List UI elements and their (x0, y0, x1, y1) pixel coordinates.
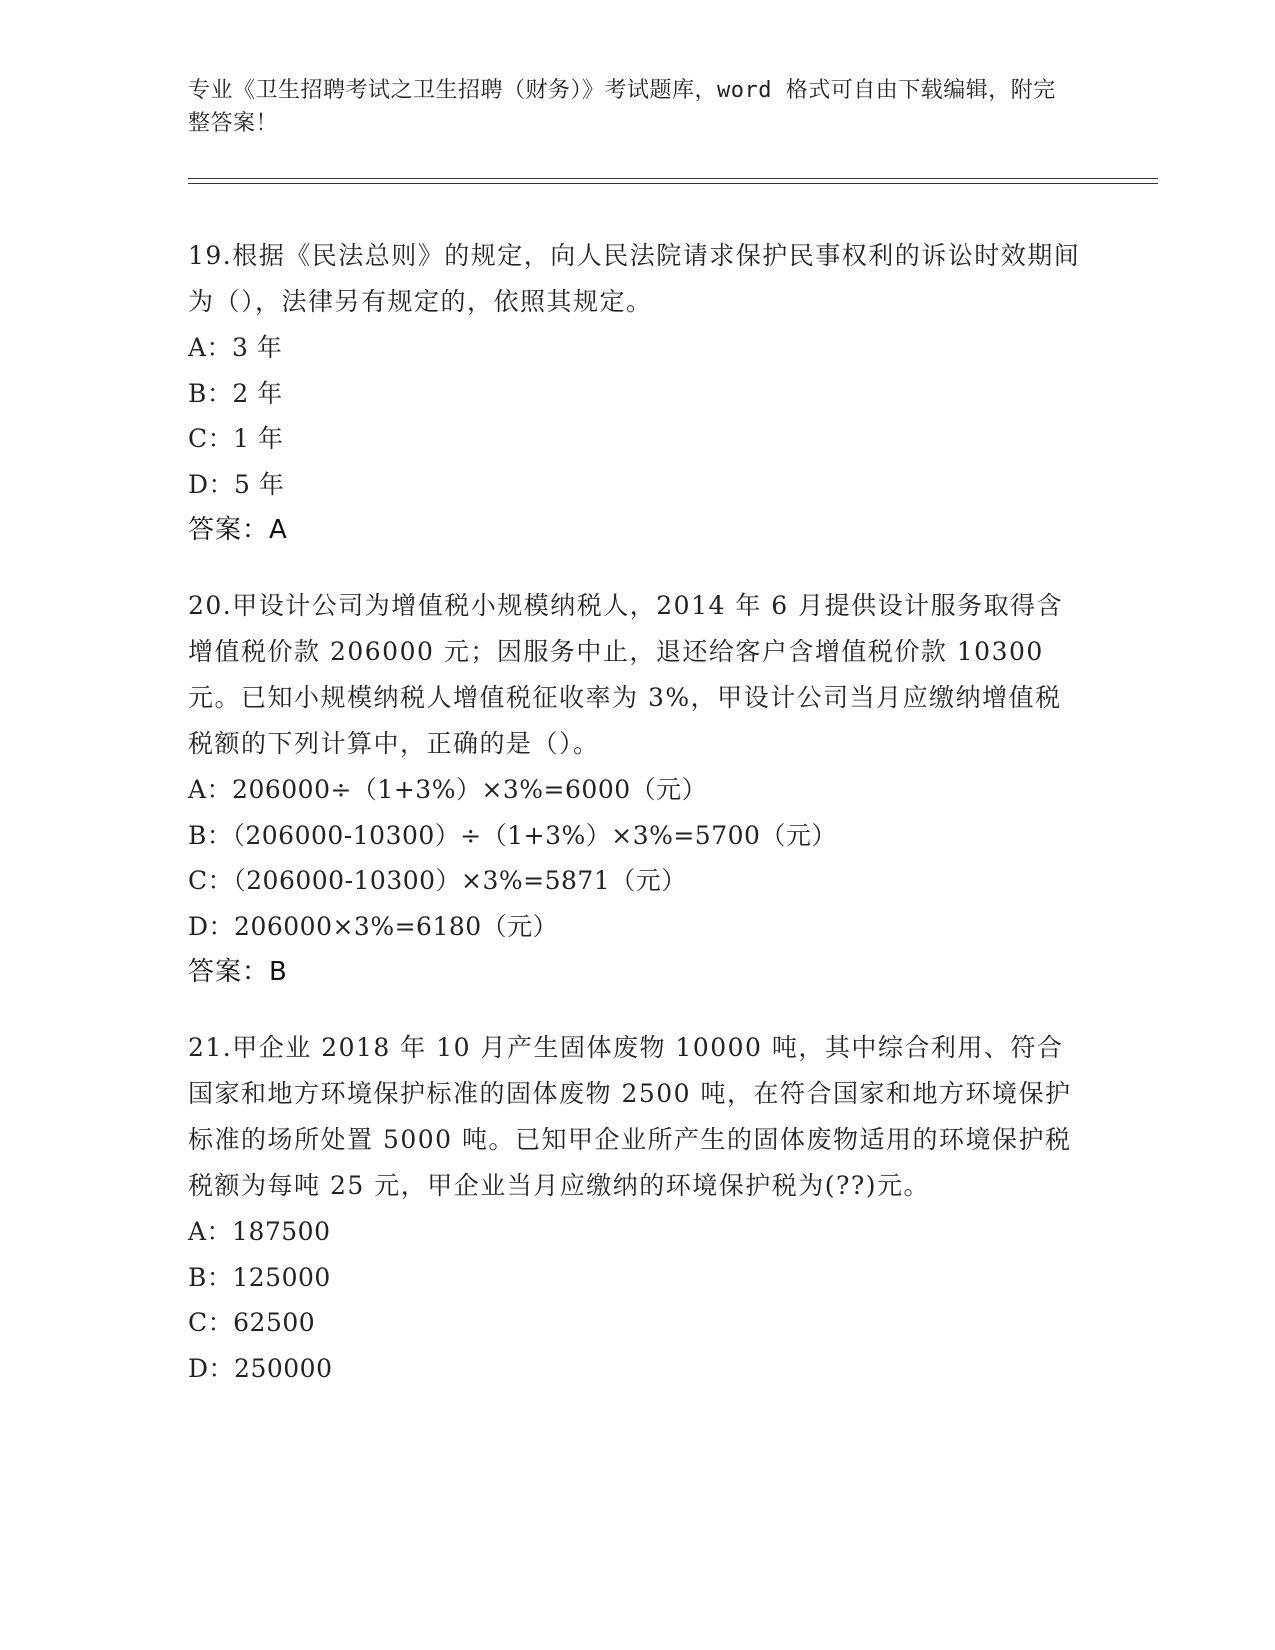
page-header-text: 专业《卫生招聘考试之卫生招聘（财务）》考试题库，word 格式可自由下载编辑，附完整答案！ (188, 78, 1056, 136)
question-item (188, 1025, 1088, 1391)
option-b: B：125000 (188, 1262, 331, 1292)
question-stem: 20.甲设计公司为增值税小规模纳税人，2014 年 6 月提供设计服务取得含增值税价款 206000 元；因服务中止，退还给客户含增值税价款 10300 元。已知小规模纳税人增值税征收率为 3%，甲设计公司当月应缴纳增值税税额的下列计算中，正确的是（）。 (188, 591, 1064, 758)
question-stem: 21.甲企业 2018 年 10 月产生固体废物 10000 吨，其中综合利用、符合国家和地方环境保护标准的固体废物 2500 吨，在符合国家和地方环境保护标准的场所处置 5000 吨。已知甲企业所产生的固体废物适用的环境保护税税额为每吨 25 元，甲企业当月应缴纳的环境保护税为(??)元。 (188, 1033, 1072, 1200)
answer-label: 答案：B (188, 957, 288, 987)
option-d: D：5 年 (188, 469, 285, 499)
option-c: C：1 年 (188, 424, 284, 453)
option-b: B：2 年 (188, 378, 283, 408)
question-stem: 19.根据《民法总则》的规定，向人民法院请求保护民事权利的诉讼时效期间为（），法律另有规定的，依照其规定。 (188, 241, 1081, 316)
option-c: C：62500 (188, 1308, 316, 1337)
option-a: A：187500 (188, 1217, 331, 1246)
question-list (188, 233, 1088, 1421)
question-item (188, 583, 1088, 995)
option-d: D：206000×3%=6180（元） (188, 911, 559, 941)
option-b: B：（206000-10300）÷（1+3%）×3%=5700（元） (188, 820, 837, 850)
option-d: D：250000 (188, 1353, 333, 1383)
option-a: A：206000÷（1+3%）×3%=6000（元） (188, 775, 708, 804)
question-item (188, 233, 1088, 553)
answer-label: 答案：A (188, 515, 288, 545)
option-a: A：3 年 (188, 333, 283, 362)
header-divider (188, 178, 1158, 184)
option-c: C：（206000-10300）×3%=5871（元） (188, 866, 687, 895)
